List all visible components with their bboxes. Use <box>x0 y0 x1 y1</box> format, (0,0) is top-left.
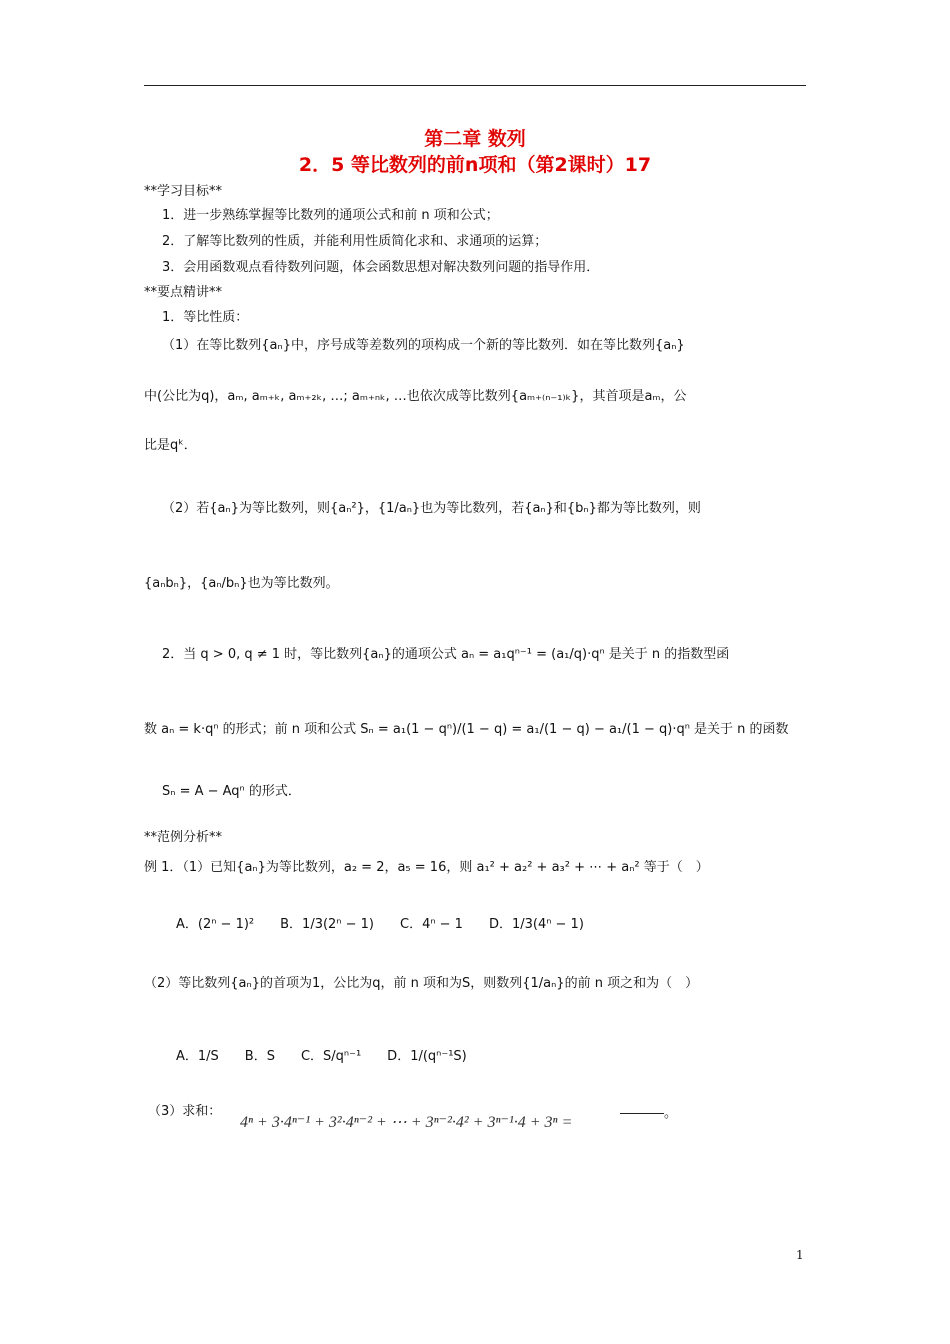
point-1-para-a: （1）在等比数列{aₙ}中，序号成等差数列的项构成一个新的等比数列．如在等比数列{aₙ} <box>162 338 685 353</box>
section-title: 2．5 等比数列的前n项和（第2课时）17 <box>298 154 652 176</box>
page-number: 1 <box>796 1248 804 1262</box>
points-heading: **要点精讲** <box>144 285 223 300</box>
goal-item-1: 1．进一步熟练掌握等比数列的通项公式和前 n 项和公式； <box>162 208 499 223</box>
point-3-para-c: Sₙ = A − Aqⁿ 的形式． <box>162 784 301 799</box>
point-1-para-b: 中(公比为q)，aₘ, aₘ₊ₖ, aₘ₊₂ₖ, …; aₘ₊ₙₖ, …也依次成等比数列{aₘ₊₍ₙ₋₁₎ₖ}，其首项是aₘ，公 <box>144 389 687 404</box>
goal-item-3: 3．会用函数观点看待数列问题，体会函数思想对解决数列问题的指导作用． <box>162 260 600 275</box>
answer-blank-line <box>620 1113 664 1114</box>
goal-item-2: 2．了解等比数列的性质，并能利用性质简化求和、求通项的运算； <box>162 234 548 249</box>
example-1-2: （2）等比数列{aₙ}的首项为1，公比为q，前 n 项和为S，则数列{1/aₙ}的前 n 项之和为（ ） <box>144 976 699 991</box>
example-1-1-options: A．(2ⁿ − 1)² B．1/3(2ⁿ − 1) C．4ⁿ − 1 D．1/3(4ⁿ − 1) <box>176 917 584 932</box>
point-1-para-c: 比是qᵏ． <box>144 438 197 453</box>
header-rule <box>144 85 806 86</box>
point-3-para-a: 2．当 q > 0, q ≠ 1 时，等比数列{aₙ}的通项公式 aₙ = a₁qⁿ⁻¹ = (a₁/q)·qⁿ 是关于 n 的指数型函 <box>162 647 730 662</box>
point-1-title: 1．等比性质： <box>162 310 249 325</box>
example-1-2-options: A．1/S B．S C．S/qⁿ⁻¹ D．1/(qⁿ⁻¹S) <box>176 1049 467 1064</box>
example-1-3-end: 。 <box>664 1106 678 1121</box>
point-2-para-b: {aₙbₙ}，{aₙ/bₙ}也为等比数列。 <box>144 576 339 591</box>
example-1-3-expression: 4ⁿ + 3·4ⁿ⁻¹ + 3²·4ⁿ⁻² + ⋯ + 3ⁿ⁻²·4² + 3ⁿ⁻¹·4 + 3ⁿ = <box>240 1114 573 1131</box>
point-3-para-b: 数 aₙ = k·qⁿ 的形式；前 n 项和公式 Sₙ = a₁(1 − qⁿ)/(1 − q) = a₁/(1 − q) − a₁/(1 − q)·qⁿ 是关于 n 的函数 <box>144 722 789 737</box>
example-1-1: 例 1．（1）已知{aₙ}为等比数列，a₂ = 2，a₅ = 16，则 a₁² + a₂² + a₃² + ⋯ + aₙ² 等于（ ） <box>144 860 709 875</box>
point-2-para-a: （2）若{aₙ}为等比数列，则{aₙ²}，{1/aₙ}也为等比数列，若{aₙ}和{bₙ}都为等比数列，则 <box>162 501 701 516</box>
chapter-title: 第二章 数列 <box>424 128 526 150</box>
goals-heading: **学习目标** <box>144 184 223 199</box>
examples-heading: **范例分析** <box>144 830 223 845</box>
example-1-3-label: （3）求和： <box>148 1104 222 1119</box>
